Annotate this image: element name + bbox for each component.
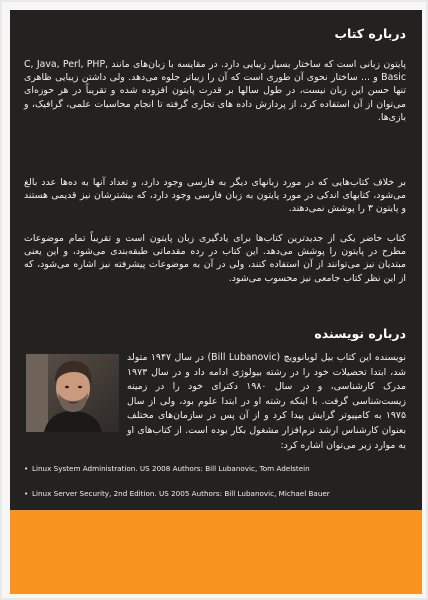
author-photo — [26, 354, 119, 432]
bullet-icon: • — [24, 489, 29, 498]
about-book-heading: درباره کتاب — [334, 26, 406, 41]
book-title: Linux System Administration. US 2008 Authors: Bill Lubanovic, Tom Adelstein — [32, 464, 310, 473]
about-author-heading: درباره نویسنده — [314, 326, 406, 341]
author-bio: نویسنده این کتاب بیل لوبانوویچ (Bill Lubanovic) در سال ۱۹۴۷ متولد شد، ابتدا تحصیلات خود را در رشته بیولوژی ادامه داد و در سال ۱۹۷۳ مدرک کارشناسی، و در سال ۱۹۸۰ دکترای خود را در زمینه زیست‌شناسی گرفت. با اینکه رشته او در ابتدا علوم بود، ولی از سال ۱۹۷۵ به کامپیوتر گرایش پیدا کرد و از آن پس در سازمان‌های مختلف بعنوان کارشناس ارشد نرم‌افزار مشغول بکار بوده است. از کتاب‌های او به موارد زیر می‌توان اشاره کرد: — [127, 352, 406, 451]
author-portrait-icon — [26, 354, 119, 432]
about-book-paragraph-2: بر خلاف کتاب‌هایی که در مورد زبانهای دیگر به فارسی وجود دارد، و تعداد آنها به ده‌ها عدد بالغ می‌شود، کتابهای اندکی در مورد پایتون به زبان فارسی وجود دارد، که بیشترشان نیز قدیمی هستند و پایتون ۳ را پوشش نمی‌دهند. — [24, 177, 406, 215]
back-cover-content — [24, 24, 406, 508]
book-title: Linux Server Security, 2nd Edition. US 2005 Authors: Bill Lubanovic, Michael Bauer — [32, 489, 330, 498]
orange-band — [10, 510, 422, 594]
book-list-item — [24, 464, 406, 474]
about-book-paragraph-3: کتاب حاضر یکی از جدیدترین کتاب‌ها برای یادگیری زبان پایتون است و تقریباً تمام موضوعات مطرح در پایتون را پوشش می‌دهد. این کتاب در رده مقدماتی طبقه‌بندی می‌شود، و این یعنی مبتدیان نیز می‌توانند از آن استفاده کنند، ولی در آن به موضوعات پیشرفته نیز اشاره می‌شود، که از این نظر کتاب جامعی نیز محسوب می‌شود. — [24, 233, 406, 284]
author-bio-block — [127, 351, 406, 453]
book-list-item — [24, 489, 406, 499]
about-book-paragraph-1: پایتون زبانی است که ساختار بسیار زیبایی دارد. در مقایسه با زبان‌های مانند C, Java, Perl, PHP, Basic و ... ساختار نحوی آن طوری است که آن را زیباتر جلوه می‌دهد. ولی داشتن زیبایی ظاهری تنها حسن این زبان نیست، در طول سالها بر قدرت پایتون افزوده شده و تقریباً در هر حوزه‌ای می‌توان از آن استفاده کرد، از پردازش داده های تجاری گرفته تا انجام محاسبات علمی، گرافیک، و بازی‌ها. — [24, 59, 406, 123]
bullet-icon: • — [24, 464, 29, 473]
